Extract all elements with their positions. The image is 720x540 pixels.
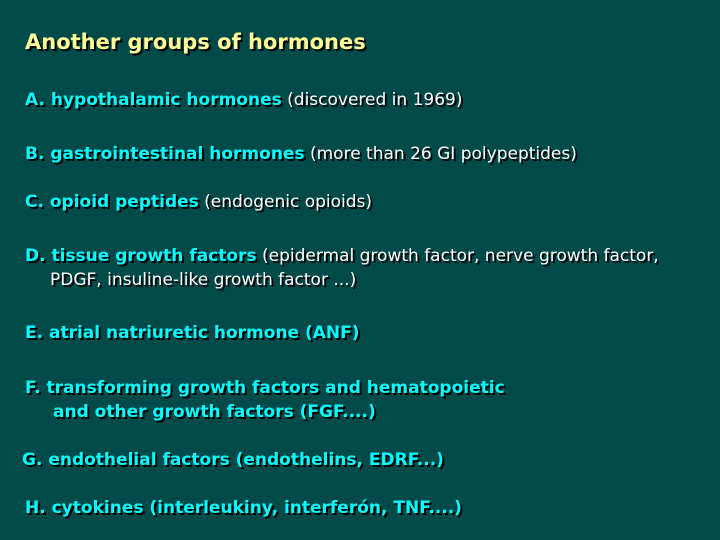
item-g-heading: G. endothelial factors (endothelins, EDRF...): [22, 450, 444, 470]
item-a-note: (discovered in 1969): [287, 90, 463, 110]
item-d-note-continued: PDGF, insuline-like growth factor ...): [50, 270, 357, 290]
list-item-c: [25, 190, 372, 214]
slide-title: Another groups of hormones: [25, 30, 366, 54]
item-b-heading: B. gastrointestinal hormones: [25, 144, 305, 164]
item-b-note: (more than 26 GI polypeptides): [309, 144, 577, 164]
item-d-heading: D. tissue growth factors: [25, 246, 257, 266]
item-c-heading: C. opioid peptides: [25, 192, 199, 212]
list-item-f: [25, 376, 505, 424]
item-f-heading-continued: and other growth factors (FGF....): [53, 402, 376, 422]
item-h-heading: H. cytokines (interleukiny, interferón, TNF....): [25, 498, 462, 518]
item-a-heading: A. hypothalamic hormones: [25, 90, 282, 110]
list-item-a: [25, 88, 462, 112]
item-e-heading: E. atrial natriuretic hormone (ANF): [25, 323, 360, 343]
item-d-note: (epidermal growth factor, nerve growth factor,: [261, 246, 659, 266]
list-item-h: [25, 496, 462, 520]
item-f-heading: F. transforming growth factors and hematopoietic: [25, 378, 505, 398]
list-item-g: [22, 448, 444, 472]
list-item-e: [25, 321, 360, 345]
item-c-note: (endogenic opioids): [204, 192, 373, 212]
list-item-d: [25, 244, 659, 292]
list-item-b: [25, 142, 577, 166]
